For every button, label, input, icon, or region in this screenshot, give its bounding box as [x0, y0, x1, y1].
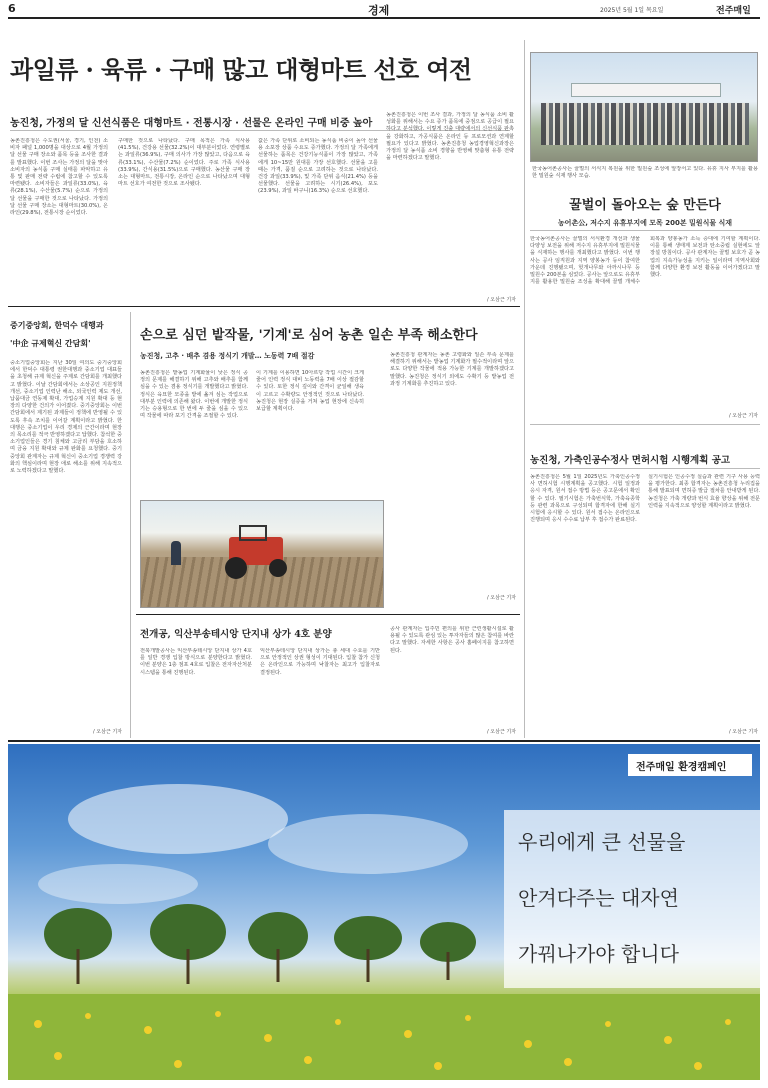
bee-subhead: 농어촌公, 저수지 유휴부지에 모목 200본 밀원식물 식재	[557, 219, 733, 227]
shop-byline: / 오삼근 기자	[486, 729, 516, 735]
lead-body-col1: 농촌진흥청은 수도권(서울, 경기, 인천) 소비자 패널 1,000명을 대상으로 4월 가정의 달 선물 구매 장소와 품목 등을 조사한 결과를 발표했다. 이번 조사는 가정의 달을 맞아 소비자의 농식품 구매 실태를 파악하고 유통 및 판매 전략 수립에 참고할 수 있도록 마련됐다. 소비자들은 과일류(33.0%), 육류(28.1%), 수산물(5.7%) 순으로 가정의 달 선물을 구매한 것으로 나타났다. 가정의 달 선물 구매 장소는 대형마트(30.0%), 온라인(29.8%), 전통시장 순이었다.	[10, 138, 108, 217]
tractor-cabin	[239, 525, 267, 541]
shop-headline: 전개공, 익산부송테시앙 단지내 상가 4호 분양	[140, 629, 332, 640]
photo-crowd	[541, 103, 749, 145]
kbiz-byline: / 오삼근 기자	[92, 729, 122, 735]
campaign-ad	[8, 744, 760, 1080]
campaign-label: 전주매일 환경캠페인	[636, 762, 727, 773]
campaign-line-3: 가꿔나가야 합니다	[518, 942, 679, 966]
transplanter-subhead: 농진청, 고추 · 배추 겸용 정식기 개발… 노동력 7배 절감	[140, 352, 315, 360]
exam-byline: / 오삼근 기자	[728, 729, 758, 735]
campaign-line-1: 우리에게 큰 선물을	[518, 830, 686, 854]
section-title: 경제	[368, 4, 390, 17]
campaign-label-box	[628, 754, 752, 776]
campaign-line-2: 안겨다주는 대자연	[518, 886, 679, 910]
sunflower-field	[8, 994, 760, 1080]
transplanter-headline: 손으로 심던 밭작물, '기계'로 심어 농촌 일손 부족 해소한다	[140, 328, 478, 343]
shop-col3: 공사 관계자는 입주민 편의를 위한 근린생활시설로 활용될 수 있도록 관심 있는 투자자들의 많은 참여를 바란다고 말했다. 자세한 사항은 공사 홈페이지를 참고하면 된다.	[390, 626, 514, 654]
exam-headline: 농진청, 가축인공수정사 면허시험 시행계획 공고	[530, 455, 731, 466]
transplanter-col2: 이 기계를 이용하면 10아르당 작업 시간이 크게 줄어 인력 정식 대비 노동력을 7배 이상 절감할 수 있다. 또한 정식 깊이와 간격이 균일해 생육이 고르고 수확량도 안정적인 것으로 나타났다. 농진청은 현장 실증을 거쳐 농업 현장에 신속히 보급할 계획이다.	[256, 370, 364, 413]
issue-date: 2025년 5월 1일 목요일	[600, 7, 664, 14]
exam-col2: 실기시험은 인공수정 실습과 관련 기구 사용 능력을 평가한다. 최종 합격자는 농촌진흥청 누리집을 통해 발표되며 면허증 발급 절차를 안내받게 된다. 농진청은 가축 개량과 번식 효율 향상을 위해 전문 인력을 지속적으로 양성할 계획이라고 밝혔다.	[648, 474, 760, 509]
bee-headline: 꿀벌이 돌아오는 숲 만든다	[569, 198, 721, 213]
lead-body-col4: 농촌진흥청은 이번 조사 결과, 가정의 달 농식품 소비 활성화를 위해서는 수요 증가 품목에 중점으로 공급이 필요하다고 분석했다. 이렇게 진출 대량에서의 신선식품 판촉을 강화하고, 가공식품은 온라인 등 프로모션과 연계할 필요가 있다고 밝혔다. 농촌진흥청 농업경영혁신과장은 가정의 달 농식품 소비 경향을 반영해 맞춤형 유통 전략을 마련하겠다고 말했다.	[386, 112, 514, 162]
transplanter-col3: 농촌진흥청 관계자는 농촌 고령화와 일손 부족 문제를 해결하기 위해서는 밭농업 기계화가 필수적이라며 앞으로도 다양한 작물에 적용 가능한 기계를 개발하겠다고 말했다. 농진청은 정식기 외에도 수확기 등 밭농업 전 과정 기계화를 추진하고 있다.	[390, 352, 514, 387]
page-header	[8, 2, 760, 16]
kbiz-headline: 중기중앙회, 한덕수 대행과	[10, 321, 104, 330]
exam-rule	[530, 468, 760, 469]
lead-byline: / 오삼근 기자	[486, 297, 516, 303]
lead-body-col2: 구매한 것으로 나타났다. 구매 목적은 가족 식사용(41.5%), 건강용 선물(32.2%)이 대부분이었다. 연령별로는 과일류(36.9%), 구매 의사가 가장 많았고, 다음으로 육류(33.1%), 수산물(7.2%) 순이었다. 주로 가족 식사용(33.9%), 간식용(31.5%)으로 구매했다. 농산물 구매 장소는 대형마트, 전통시장, 온라인 순으로 나타났으며 대형마트 선호가 여전한 것으로 조사됐다.	[118, 138, 250, 188]
bee-body: 한국농어촌공사는 꿀벌의 서식환경 개선과 생물다양성 보전을 위해 저수지 유휴부지에 밀원식물을 식재하는 행사를 개최했다고 밝혔다. 이번 행사는 공사 임직원과 지역 양봉농가 등이 참여한 가운데 진행됐으며, 헛개나무와 아까시나무 등 밀원수 200본을 심었다. 공사는 앞으로도 유휴부지를 활용한 밀원숲 조성을 확대해 꿀벌 개체수 회복과 양봉농가 소득 증대에 기여할 계획이다. 이를 통해 생태계 보전과 탄소중립 실현에도 앞장설 방침이다. 공사 관계자는 꿀벌 보호가 곧 농업의 지속가능성을 지키는 일이라며 지역사회와 함께 다양한 환경 보전 활동을 이어가겠다고 말했다.	[530, 236, 760, 286]
cloud-shape	[268, 814, 468, 874]
kbiz-subhead: '中企 규제혁신 간담회'	[10, 339, 91, 348]
left-col-divider	[130, 312, 131, 738]
shop-col1: 전북개발공사는 익산부송테시앙 단지내 상가 4호를 일반 경쟁 입찰 방식으로 분양한다고 밝혔다. 이번 분양은 1층 점포 4호로 입찰은 전자자산처분시스템을 통해 진행된다.	[140, 648, 252, 676]
group-photo	[530, 52, 758, 162]
lead-subhead: 농진청, 가정의 달 신선식품은 대형마트 · 전통시장 · 선물은 온라인 구매 비중 높아	[10, 118, 373, 129]
tractor-wheel	[269, 559, 287, 577]
ad-top-rule	[8, 740, 760, 742]
cloud-shape	[68, 784, 288, 854]
right-col-divider	[524, 40, 525, 738]
transplanter-photo	[140, 500, 384, 608]
bee-byline: / 오삼근 기자	[728, 413, 758, 419]
photo-banner	[571, 83, 721, 97]
farm-worker	[171, 541, 181, 565]
kbiz-body: 중소기업중앙회는 지난 30일 여의도 중기중앙회에서 한덕수 대통령 권한대행과 중소기업 대표들을 초청해 규제 혁신을 주제로 간담회를 개최했다고 밝혔다. 이날 간담회에서는 소상공인 지원정책 개선, 중소기업 인력난 해소, 외국인력 제도 개선, 납품대금 연동제 확대, 가업승계 지원 확대 등 현장의 다양한 건의가 이어졌다. 중기중앙회는 이번 간담회에서 제기된 과제들이 정책에 반영될 수 있도록 후속 조치를 이어갈 계획이라고 밝혔다. 한 대행은 중소기업이 우리 경제의 근간이라며 현장의 목소리를 적극 반영하겠다고 답했다. 참석한 중소기업인들은 경기 침체와 고금리 부담을 호소하며 금융 지원 확대와 규제 완화를 요청했다. 중기중앙회 관계자는 규제 혁신이 중소기업 경쟁력 강화의 핵심이라며 현장 애로 해소를 위해 지속적으로 노력하겠다고 말했다.	[10, 360, 122, 475]
header-rule	[8, 17, 760, 19]
mid-divider	[8, 306, 520, 307]
transplanter-byline: / 오삼근 기자	[486, 595, 516, 601]
transplanter-col1: 농촌진흥청은 밭농업 기계화율이 낮은 정식 공정의 문제를 해결하기 위해 고추와 배추를 함께 심을 수 있는 겸용 정식기를 개발했다고 밝혔다. 정식은 육묘한 모종을 밭에 옮겨 심는 작업으로 대부분 인력에 의존해 왔다. 이번에 개발한 정식기는 승용형으로 한 번에 두 줄을 심을 수 있으며 작물에 따라 포기 간격을 조절할 수 있다.	[140, 370, 248, 420]
bee-rule	[530, 230, 760, 231]
lead-body-col3: 값은 가족 단위로 소비되는 농식품 비중이 높아 선물용 소포장 상품 수요도 증가했다. 가정의 달 가족에게 선물하는 품목은 건강기능식품이 가장 많았고, 가족에게 10~15만 원대를 가장 선호했다. 선물을 고를 때는 가격, 품질 순으로 고려하는 것으로 나타났다. 건강 과일(33.9%), 및 가족 단위 음식(21.4%) 등을 선물했다. 선물을 고려하는 시기(26.4%), 포도(23.9%), 과일 바구니(16.3%) 순으로 선호했다.	[258, 138, 378, 195]
tractor-wheel	[225, 557, 247, 579]
shop-col2: 익산부송테시앙 단지내 상가는 총 세대 수요를 기반으로 안정적인 상권 형성이 기대된다. 입찰 참가 신청은 온라인으로 가능하며 낙찰자는 최고가 입찰자로 결정된다.	[260, 648, 380, 676]
page-number: 6	[8, 2, 16, 15]
mid-bottom-divider	[136, 614, 520, 615]
newspaper-name: 전주매일	[716, 6, 751, 16]
right-bottom-rule	[530, 424, 760, 425]
exam-col1: 농촌진흥청은 5월 1일 2025년도 가축인공수정사 면허시험 시행계획을 공고했다. 시험 일정과 응시 자격, 원서 접수 방법 등은 공고문에서 확인할 수 있다. 필기시험은 가축번식학, 가축육종학 등 관련 과목으로 구성되며 합격자에 한해 실기시험에 응시할 수 있다. 원서 접수는 온라인으로 진행되며 응시 수수료 납부 후 접수가 완료된다.	[530, 474, 640, 524]
lead-headline: 과일류 · 육류 · 구매 많고 대형마트 선호 여전	[10, 55, 472, 84]
photo-caption: 한국농어촌공사는 꿀벌의 서식지 복원을 위한 밀원숲 조성에 앞장서고 있다. 유휴 지사 부지를 활용한 밀원숲 식재 행사 모습.	[532, 166, 758, 180]
